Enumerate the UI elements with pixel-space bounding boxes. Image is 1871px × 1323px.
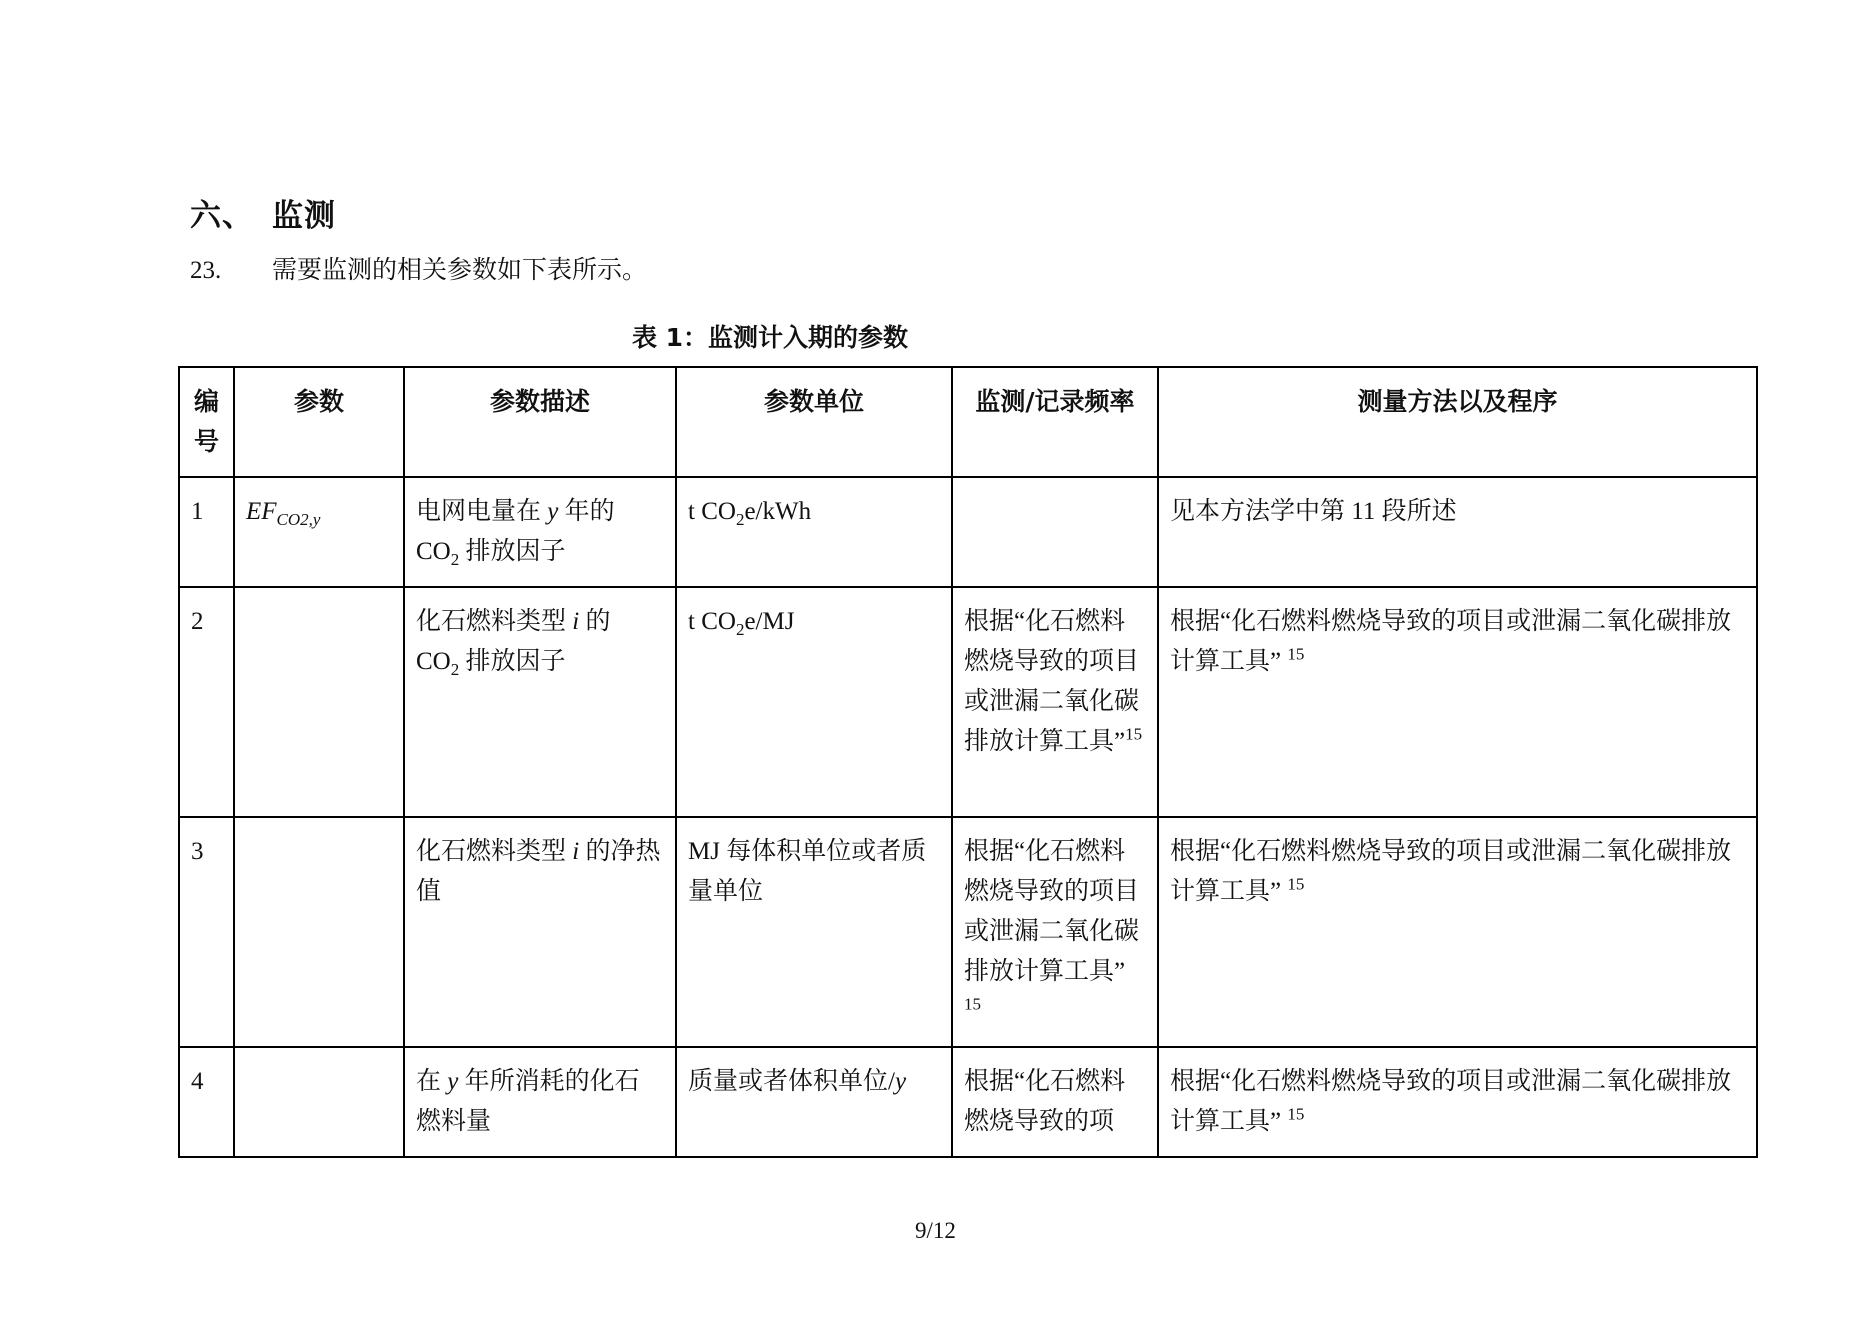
cell-frequency: 根据“化石燃料燃烧导致的项目或泄漏二氧化碳排放计算工具” $^{15}$ bbox=[952, 817, 1158, 1047]
footnote-ref: 15 bbox=[964, 994, 981, 1014]
header-frequency: 监测/记录频率 bbox=[952, 367, 1158, 477]
param-symbol: EF bbox=[246, 498, 277, 525]
header-method: 测量方法以及程序 bbox=[1158, 367, 1757, 477]
header-unit: 参数单位 bbox=[676, 367, 952, 477]
header-description: 参数描述 bbox=[404, 367, 676, 477]
footnote-ref: 15 bbox=[1287, 644, 1305, 664]
cell-method: 根据“化石燃料燃烧导致的项目或泄漏二氧化碳排放计算工具” $^{15}$ bbox=[1158, 1047, 1757, 1157]
header-number: 编号 bbox=[179, 367, 234, 477]
monitoring-parameters-table bbox=[178, 366, 1758, 1158]
cell-frequency bbox=[952, 477, 1158, 587]
footnote-ref: 15 bbox=[1287, 874, 1305, 894]
page-number: 9/12 bbox=[915, 1218, 956, 1243]
header-parameter: 参数 bbox=[234, 367, 404, 477]
footnote-ref: 15 bbox=[1287, 1104, 1305, 1124]
cell-unit: MJ 每体积单位或者质量单位 bbox=[676, 817, 952, 1047]
cell-unit: 质量或者体积单位/y bbox=[676, 1047, 952, 1157]
cell-parameter bbox=[234, 1047, 404, 1157]
section-number: 六、 bbox=[190, 198, 254, 234]
cell-number: 1 bbox=[179, 477, 234, 587]
section-heading bbox=[190, 190, 336, 235]
cell-number: 4 bbox=[179, 1047, 234, 1157]
cell-method: 根据“化石燃料燃烧导致的项目或泄漏二氧化碳排放计算工具” $^{15}$ bbox=[1158, 587, 1757, 817]
paragraph-text: 需要监测的相关参数如下表所示。 bbox=[272, 255, 648, 284]
table-row bbox=[179, 817, 1757, 1047]
cell-frequency: 根据“化石燃料燃烧导致的项目或泄漏二氧化碳排放计算工具”$^{15}$ bbox=[952, 587, 1158, 817]
cell-unit: t $CO_2e$/kWh bbox=[676, 477, 952, 587]
table-row bbox=[179, 477, 1757, 587]
table-row bbox=[179, 587, 1757, 817]
cell-frequency: 根据“化石燃料燃烧导致的项 bbox=[952, 1047, 1158, 1157]
param-subscript: CO2,y bbox=[276, 510, 321, 529]
table-caption: 表 1：监测计入期的参数 bbox=[631, 323, 909, 352]
cell-description: 电网电量在 y 年的 $CO_2$ 排放因子 bbox=[404, 477, 676, 587]
footnote-ref: 15 bbox=[1125, 724, 1143, 744]
cell-parameter bbox=[234, 587, 404, 817]
cell-method: 见本方法学中第 11 段所述 bbox=[1158, 477, 1757, 587]
cell-description: 在 y 年所消耗的化石燃料量 bbox=[404, 1047, 676, 1157]
cell-parameter bbox=[234, 817, 404, 1047]
cell-description: 化石燃料类型 i 的 $CO_2$ 排放因子 bbox=[404, 587, 676, 817]
section-title: 监测 bbox=[272, 198, 336, 234]
cell-method: 根据“化石燃料燃烧导致的项目或泄漏二氧化碳排放计算工具” $^{15}$ bbox=[1158, 817, 1757, 1047]
cell-parameter bbox=[234, 477, 404, 587]
table-header-row bbox=[179, 367, 1757, 477]
table-row bbox=[179, 1047, 1757, 1157]
cell-unit: t $CO_2e/MJ$ bbox=[676, 587, 952, 817]
paragraph-23 bbox=[190, 250, 647, 286]
cell-number: 2 bbox=[179, 587, 234, 817]
cell-description: 化石燃料类型 i 的净热值 bbox=[404, 817, 676, 1047]
cell-number: 3 bbox=[179, 817, 234, 1047]
paragraph-number: 23. bbox=[190, 257, 222, 284]
